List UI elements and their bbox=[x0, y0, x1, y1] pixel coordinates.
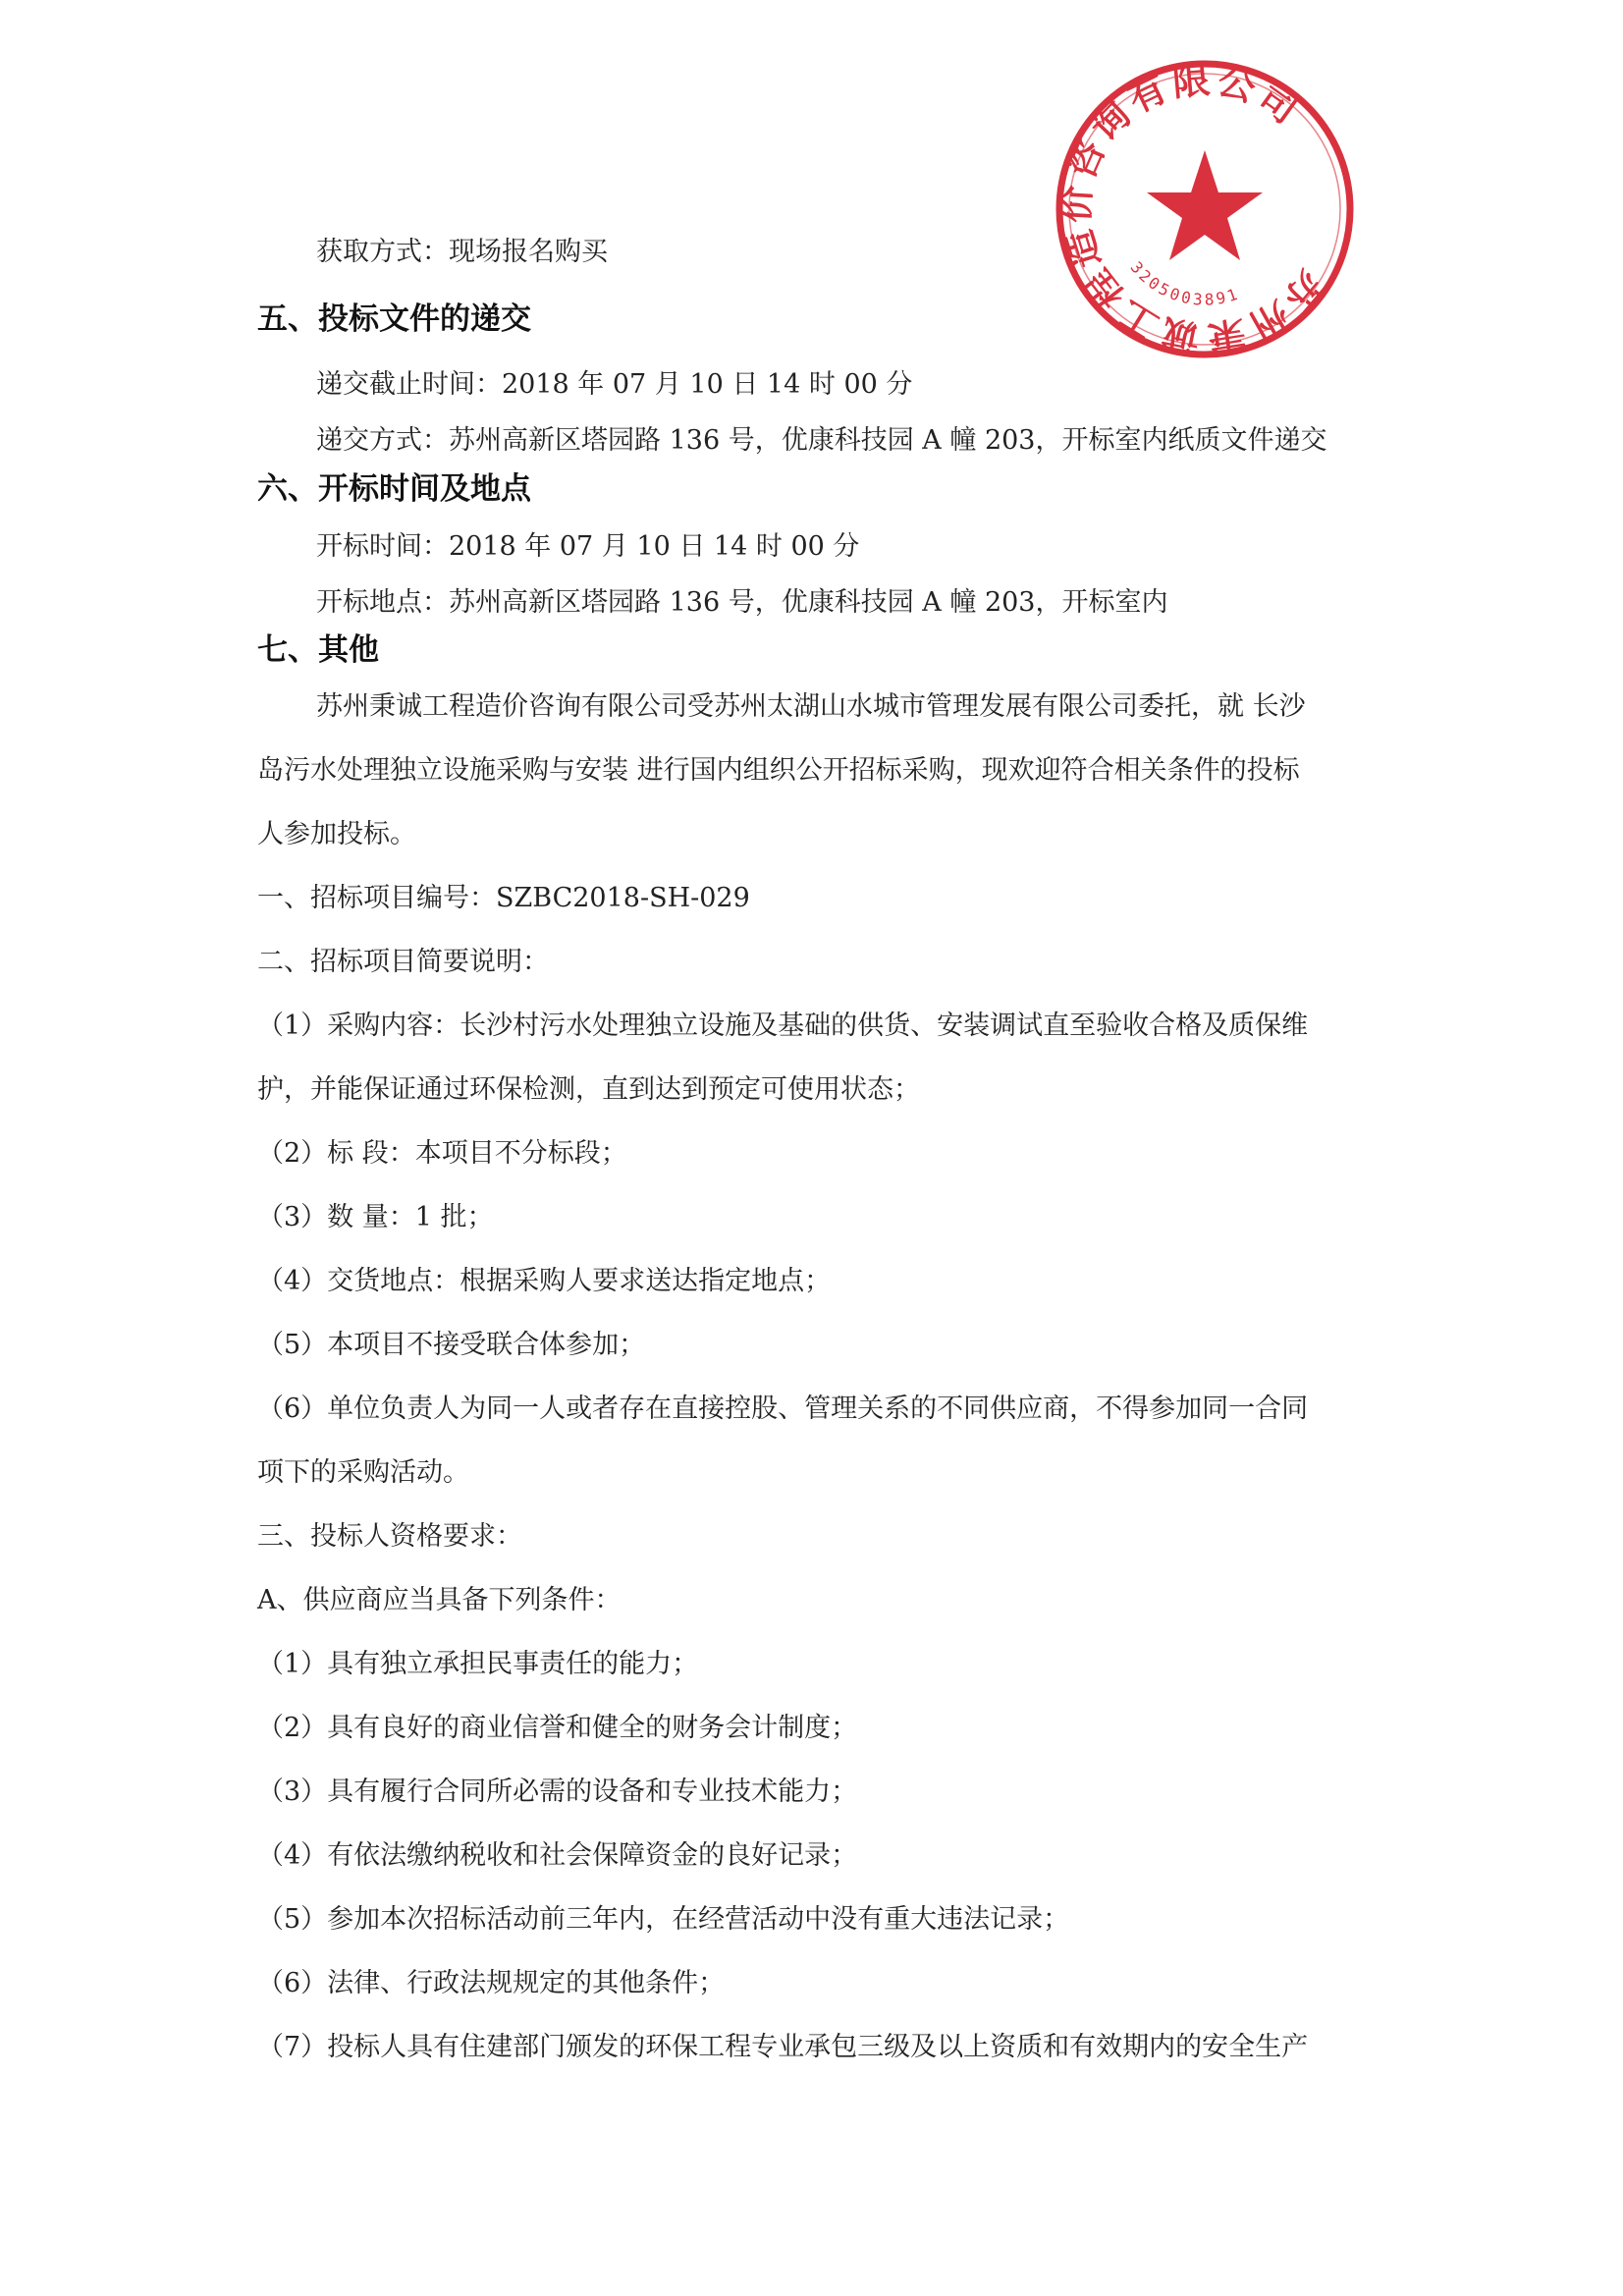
section-heading-5: 五、投标文件的递交 bbox=[257, 301, 531, 337]
paragraph-line-1: 苏州秉诚工程造价咨询有限公司受苏州太湖山水城市管理发展有限公司委托，就 长沙 bbox=[316, 691, 1306, 722]
condition-a-title: A、供应商应当具备下列条件： bbox=[257, 1585, 622, 1615]
obtain-method: 获取方式：现场报名购买 bbox=[316, 237, 608, 267]
seal-org-name: 苏州秉诚工程造价咨询有限公司 bbox=[1053, 57, 1334, 361]
seal-code: 3205003891 bbox=[1126, 257, 1243, 309]
condition-1: （1）具有独立承担民事责任的能力； bbox=[257, 1649, 699, 1679]
submit-method: 递交方式：苏州高新区塔园路 136 号，优康科技园 A 幢 203，开标室内纸质文件递交 bbox=[316, 425, 1327, 456]
condition-4: （4）有依法缴纳税收和社会保障资金的良好记录； bbox=[257, 1840, 858, 1871]
opening-time: 开标时间：2018 年 07 月 10 日 14 时 00 分 bbox=[316, 531, 860, 562]
summary-item-5: （5）本项目不接受联合体参加； bbox=[257, 1330, 646, 1360]
summary-item-6b: 项下的采购活动。 bbox=[257, 1457, 469, 1488]
summary-item-6a: （6）单位负责人为同一人或者存在直接控股、管理关系的不同供应商，不得参加同一合同 bbox=[257, 1394, 1309, 1424]
submit-deadline: 递交截止时间：2018 年 07 月 10 日 14 时 00 分 bbox=[316, 369, 913, 400]
summary-item-2: （2）标 段：本项目不分标段； bbox=[257, 1138, 627, 1169]
project-number: 一、招标项目编号：SZBC2018-SH-029 bbox=[257, 883, 750, 913]
qualification-title: 三、投标人资格要求： bbox=[257, 1521, 522, 1552]
seal-star-icon bbox=[1147, 150, 1263, 260]
condition-6: （6）法律、行政法规规定的其他条件； bbox=[257, 1968, 726, 1998]
condition-3: （3）具有履行合同所必需的设备和专业技术能力； bbox=[257, 1777, 858, 1807]
paragraph-line-3: 人参加投标。 bbox=[257, 819, 416, 849]
condition-7: （7）投标人具有住建部门颁发的环保工程专业承包三级及以上资质和有效期内的安全生产 bbox=[257, 2032, 1309, 2062]
section-heading-6: 六、开标时间及地点 bbox=[257, 471, 531, 507]
condition-5: （5）参加本次招标活动前三年内，在经营活动中没有重大违法记录； bbox=[257, 1904, 1070, 1935]
summary-item-4: （4）交货地点：根据采购人要求送达指定地点； bbox=[257, 1266, 832, 1296]
project-summary-title: 二、招标项目简要说明： bbox=[257, 947, 549, 977]
summary-item-1b: 护，并能保证通过环保检测，直到达到预定可使用状态； bbox=[257, 1074, 920, 1105]
paragraph-line-2: 岛污水处理独立设施采购与安装 进行国内组织公开招标采购，现欢迎符合相关条件的投标 bbox=[257, 755, 1300, 786]
company-seal bbox=[1053, 57, 1357, 361]
summary-item-1a: （1）采购内容：长沙村污水处理独立设施及基础的供货、安装调试直至验收合格及质保维 bbox=[257, 1011, 1309, 1041]
summary-item-3: （3）数 量：1 批； bbox=[257, 1202, 494, 1232]
condition-2: （2）具有良好的商业信誉和健全的财务会计制度； bbox=[257, 1713, 858, 1743]
opening-place: 开标地点：苏州高新区塔园路 136 号，优康科技园 A 幢 203，开标室内 bbox=[316, 587, 1168, 618]
section-heading-7: 七、其他 bbox=[257, 632, 379, 668]
